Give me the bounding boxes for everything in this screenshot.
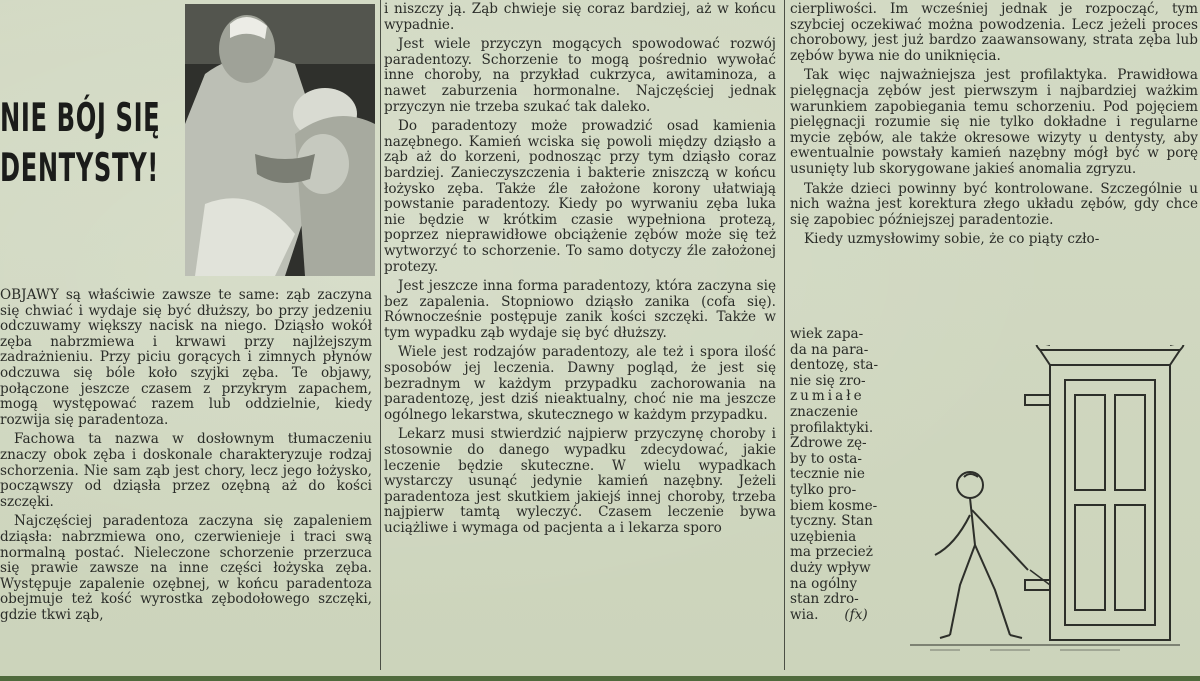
- narrow-line: zumiałe: [790, 388, 865, 405]
- headline: [0, 94, 161, 194]
- narrow-line: wiek zapa-: [790, 326, 864, 342]
- narrow-line: stan zdro-: [790, 591, 859, 608]
- column-2: [384, 2, 776, 537]
- narrow-line: profilaktyki.: [790, 419, 874, 436]
- narrow-line: da na para-: [790, 341, 869, 358]
- narrow-line: by to osta-: [790, 450, 862, 467]
- narrow-line: duży wpływ: [790, 559, 871, 576]
- paragraph: Jest jeszcze inna forma paradentozy, która zaczyna się bez zapalenia. Stopniowo dziąsło zanika (cofa się). Równocześnie postępuje zanik kości szczęki. Także w tym wypadku ząb wydaje się być dłuższy.: [384, 278, 776, 341]
- column-rule: [380, 0, 381, 670]
- narrow-line: tyczny. Stan: [790, 513, 873, 530]
- narrow-line: dentozę, sta-: [790, 357, 879, 374]
- paragraph: Najczęściej paradentoza zaczyna się zapaleniem dziąsła: nabrzmiewa ono, czerwienieje i traci swą normalną postać. Nieleczone schorzenie przerzuca się prawie zawsze na inne części łożyska zęba. Występuje zapalenie ozębnej, w końcu paradentoza obejmuje też kość wyrostka zębodołowego szczęki, gdzie tkwi ząb,: [0, 513, 372, 623]
- narrow-line: tecznie nie: [790, 466, 865, 483]
- paragraph: Wiele jest rodzajów paradentozy, ale też i spora ilość sposobów jej leczenia. Dawny pogląd, że jest się bezradnym w każdym przypadku zachorowania na paradentozę, jest dziś nieaktualny, choć nie ma jeszcze ogólnego lekarstwa, skutecznego w każdym przypadku.: [384, 344, 776, 423]
- narrow-line: znaczenie: [790, 403, 858, 420]
- paragraph: OBJAWY są właściwie zawsze te same: ząb zaczyna się chwiać i wydaje się być dłuższy, bo przy jedzeniu odczuwamy większy nacisk na niego. Dziąsło wokół zęba nabrzmiewa i krwawi przy najlżejszym zadrażnieniu. Przy piciu gorących i zimnych płynów odczuwa się bóle koło szyjki zęba. Te objawy, połączone jeszcze czasem z przykrym zapachem, mogą występować razem lub oddzielnie, kiedy rozwija się paradentoza.: [0, 287, 372, 428]
- door-cartoon-illustration: [900, 345, 1190, 670]
- paragraph: i niszczy ją. Ząb chwieje się coraz bardziej, aż w końcu wypadnie.: [384, 1, 776, 33]
- paragraph: Kiedy uzmysłowimy sobie, że co piąty czło-: [804, 231, 1100, 248]
- narrow-line: [790, 608, 900, 624]
- paragraph: Lekarz musi stwierdzić najpierw przyczynę choroby i stosownie do danego wypadku zdecydować, jakie leczenie będzie skuteczne. W wielu wypadkach wystarczy usunąć jedynie kamień nazębny. Jeżeli paradentoza jest skutkiem jakiejś innej choroby, trzeba najpierw tamtą wyleczyć. Czasem leczenie bywa uciążliwe i wymaga od pacjenta a i lekarza sporo: [384, 426, 776, 536]
- narrow-line: biem kosme-: [790, 497, 878, 514]
- narrow-line: uzębienia: [790, 528, 857, 545]
- narrow-line-text: wia.: [790, 606, 819, 623]
- paragraph: Fachowa ta nazwa w dosłownym tłumaczeniu znaczy obok zęba i doskonale charakteryzuje rodzaj schorzenia. Nie sam ząb jest chory, lecz jego łożysko, począwszy od dziąsła przez ozębną aż do kości szczęki.: [0, 431, 372, 510]
- column-1: [0, 288, 372, 623]
- narrow-line: tylko pro-: [790, 481, 857, 498]
- narrow-line: na ogólny: [790, 575, 858, 592]
- dentist-photo: [185, 4, 375, 276]
- column-rule: [784, 0, 785, 670]
- paragraph: Jest wiele przyczyn mogących spowodować rozwój paradentozy. Schorzenie to mogą pośrednio wywołać inne choroby, na przykład cukrzyca, awitaminoza, a nawet zaburzenia hormonalne. Najczęściej jednak przyczyn nie trzeba szukać tak daleko.: [384, 36, 776, 115]
- headline-line-2: DENTYSTY!: [0, 146, 159, 191]
- column-3: [790, 2, 1198, 248]
- paragraph: cierpliwości. Im wcześniej jednak je rozpocząć, tym szybciej oczekiwać można powodzenia. Lecz jeżeli proces chorobowy, jest już bardzo zaawansowany, strata zęba lub zębów bywa nie do uniknięcia.: [790, 1, 1198, 64]
- paragraph: Także dzieci powinny być kontrolowane. Szczególnie u nich ważna jest korektura złego układu zębów, gdy chce się zapobiec późniejszej paradentozie.: [790, 180, 1198, 228]
- paragraph: Do paradentozy może prowadzić osad kamienia nazębnego. Kamień wciska się powoli między dziąsło a ząb aż do korzeni, podnosząc przy tym dziąsło coraz bardziej. Zanieczyszczenia i bakterie zniszczą w końcu łożysko zęba. Także źle założone korony ułatwiają powstanie paradentozy. Kiedy po wyrwaniu zęba luka nie będzie w krótkim czasie wypełniona protezą, poprzez nieprawidłowe obciążenie zębów może się też wytworzyć to schorzenie. To samo dotyczy źle założonej protezy.: [384, 118, 776, 275]
- bottom-bar: [0, 676, 1200, 681]
- headline-line-1: NIE BÓJ SIĘ: [0, 96, 161, 141]
- narrow-line: ma przecież: [790, 544, 873, 561]
- narrow-line: Zdrowe zę-: [790, 435, 867, 452]
- narrow-text-column: [790, 327, 900, 623]
- author-signature: (fx): [844, 606, 868, 623]
- narrow-line: nie się zro-: [790, 372, 866, 389]
- paragraph: Tak więc najważniejsza jest profilaktyka. Prawidłowa pielęgnacja zębów jest pierwszym i najbardziej ważkim warunkiem zapobiegania temu schorzeniu. Pod pojęciem pielęgnacji rozumie się nie tylko dokładne i regularne mycie zębów, ale także okresowe wizyty u dentysty, aby ewentualnie powstały kamień nazębny mógł być w porę usunięty lub skorygowane jakieś anomalia zgryzu.: [790, 67, 1198, 177]
